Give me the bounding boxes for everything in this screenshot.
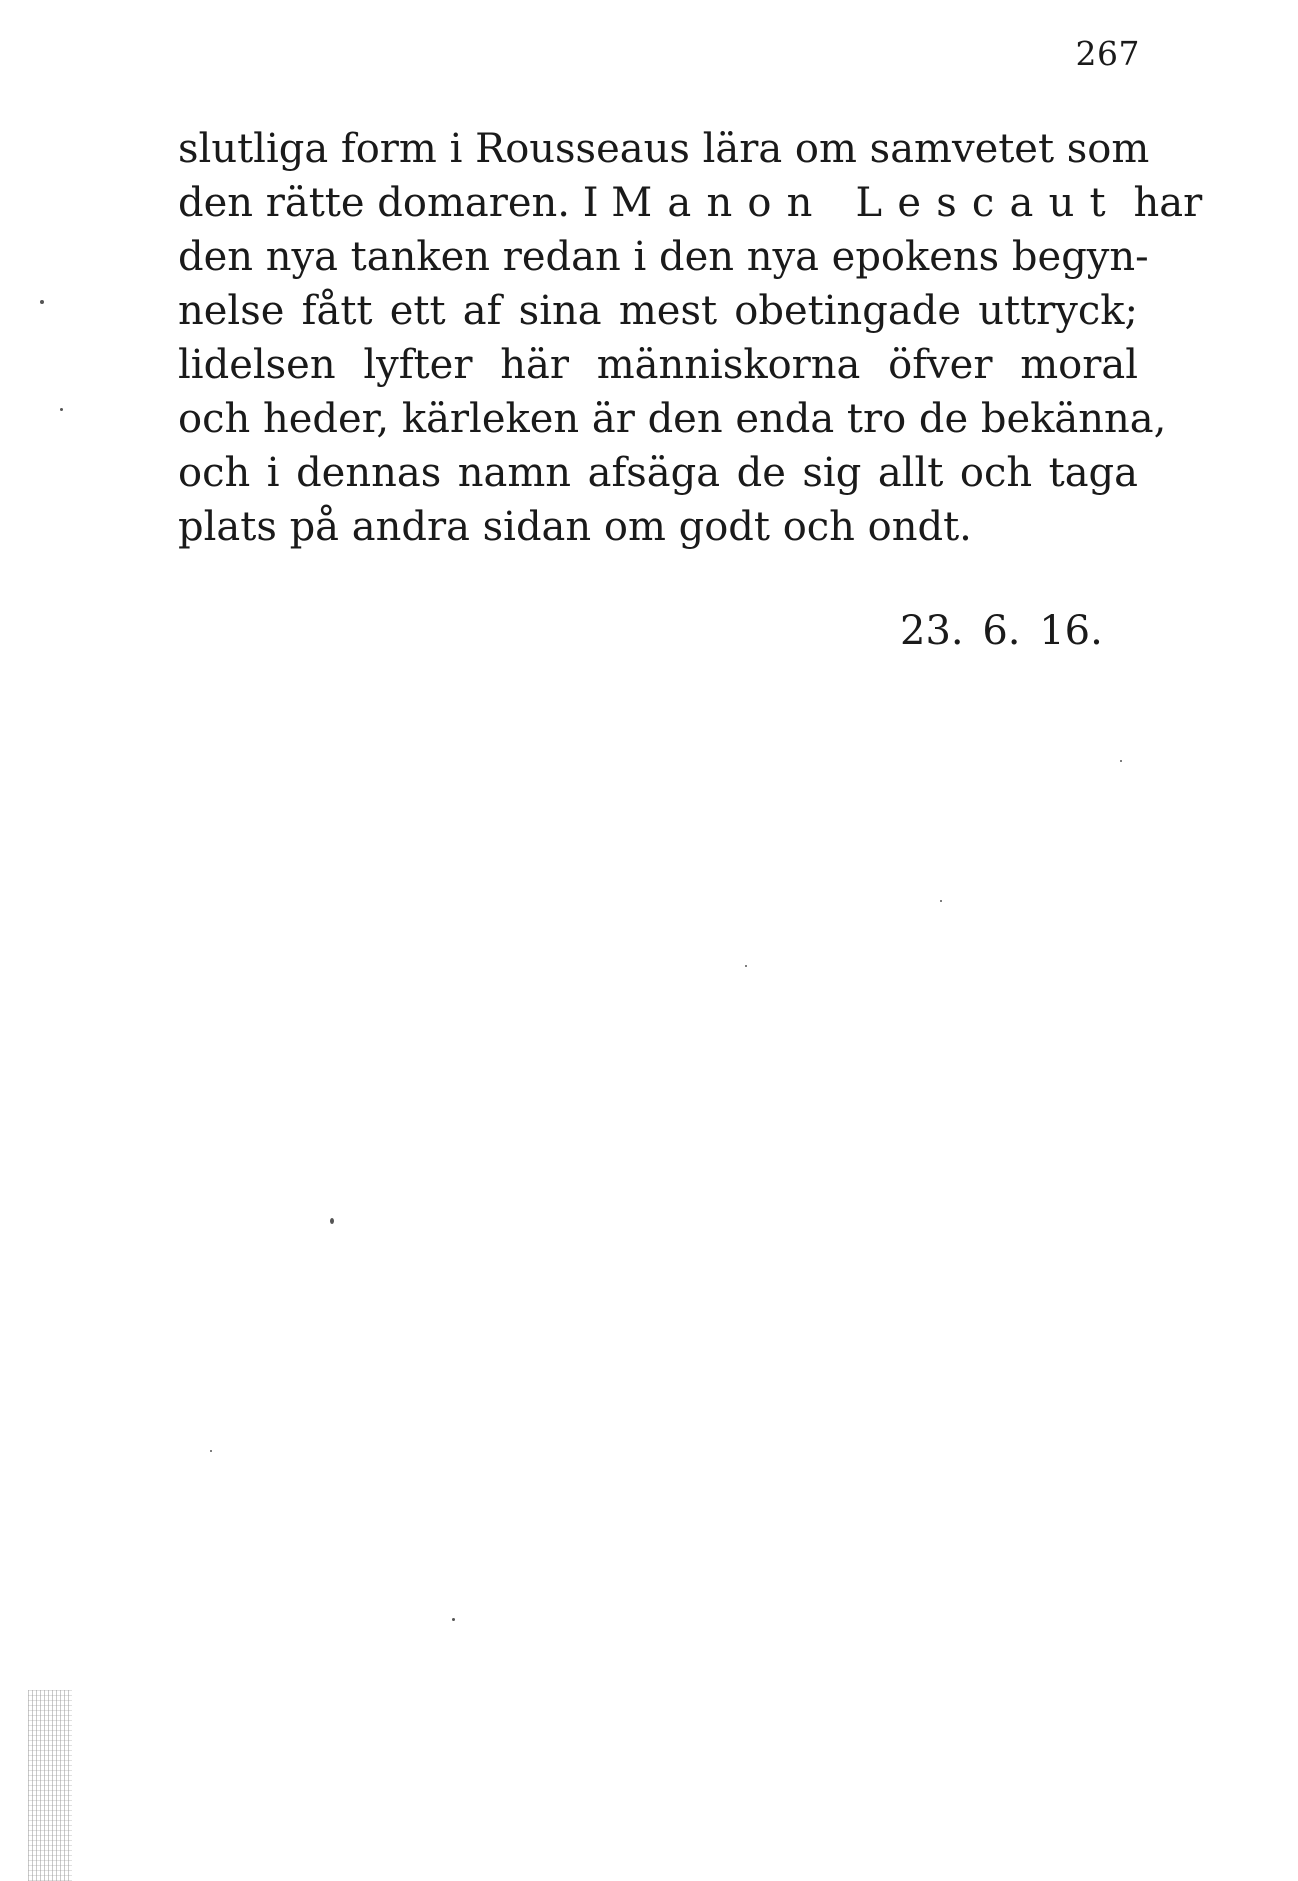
page-number: 267	[1075, 34, 1140, 73]
scan-speck	[940, 900, 942, 902]
text-fragment: den rätte domaren. I	[178, 180, 612, 226]
text-line: och heder, kärleken är den enda tro de bekänna,	[178, 396, 1167, 442]
text-line	[178, 176, 1203, 230]
scan-speck	[40, 300, 44, 304]
text-line: nelse fått ett af sina mest obetingade uttryck;	[178, 288, 1138, 334]
text-line: lidelsen lyfter här människorna öfver moral	[178, 342, 1138, 388]
text-line: den nya tanken redan i den nya epokens begyn-	[178, 234, 1149, 280]
text-line: plats på andra sidan om godt och ondt.	[178, 504, 972, 550]
text-fragment: har	[1120, 180, 1203, 226]
body-paragraph	[178, 122, 1203, 554]
scan-speck	[60, 408, 63, 411]
date-signature: 23. 6. 16.	[900, 608, 1103, 654]
text-line: och i dennas namn afsäga de sig allt och taga	[178, 450, 1138, 496]
scan-edge-noise	[28, 1690, 72, 1881]
spaced-title-manon-lescaut: Manon Lescaut	[611, 180, 1121, 226]
text-line: slutliga form i Rousseaus lära om samvetet som	[178, 126, 1150, 172]
scan-speck	[210, 1450, 212, 1452]
scan-speck	[330, 1218, 334, 1224]
scan-speck	[452, 1618, 455, 1621]
scan-speck	[1120, 760, 1122, 762]
scan-speck	[745, 965, 747, 967]
